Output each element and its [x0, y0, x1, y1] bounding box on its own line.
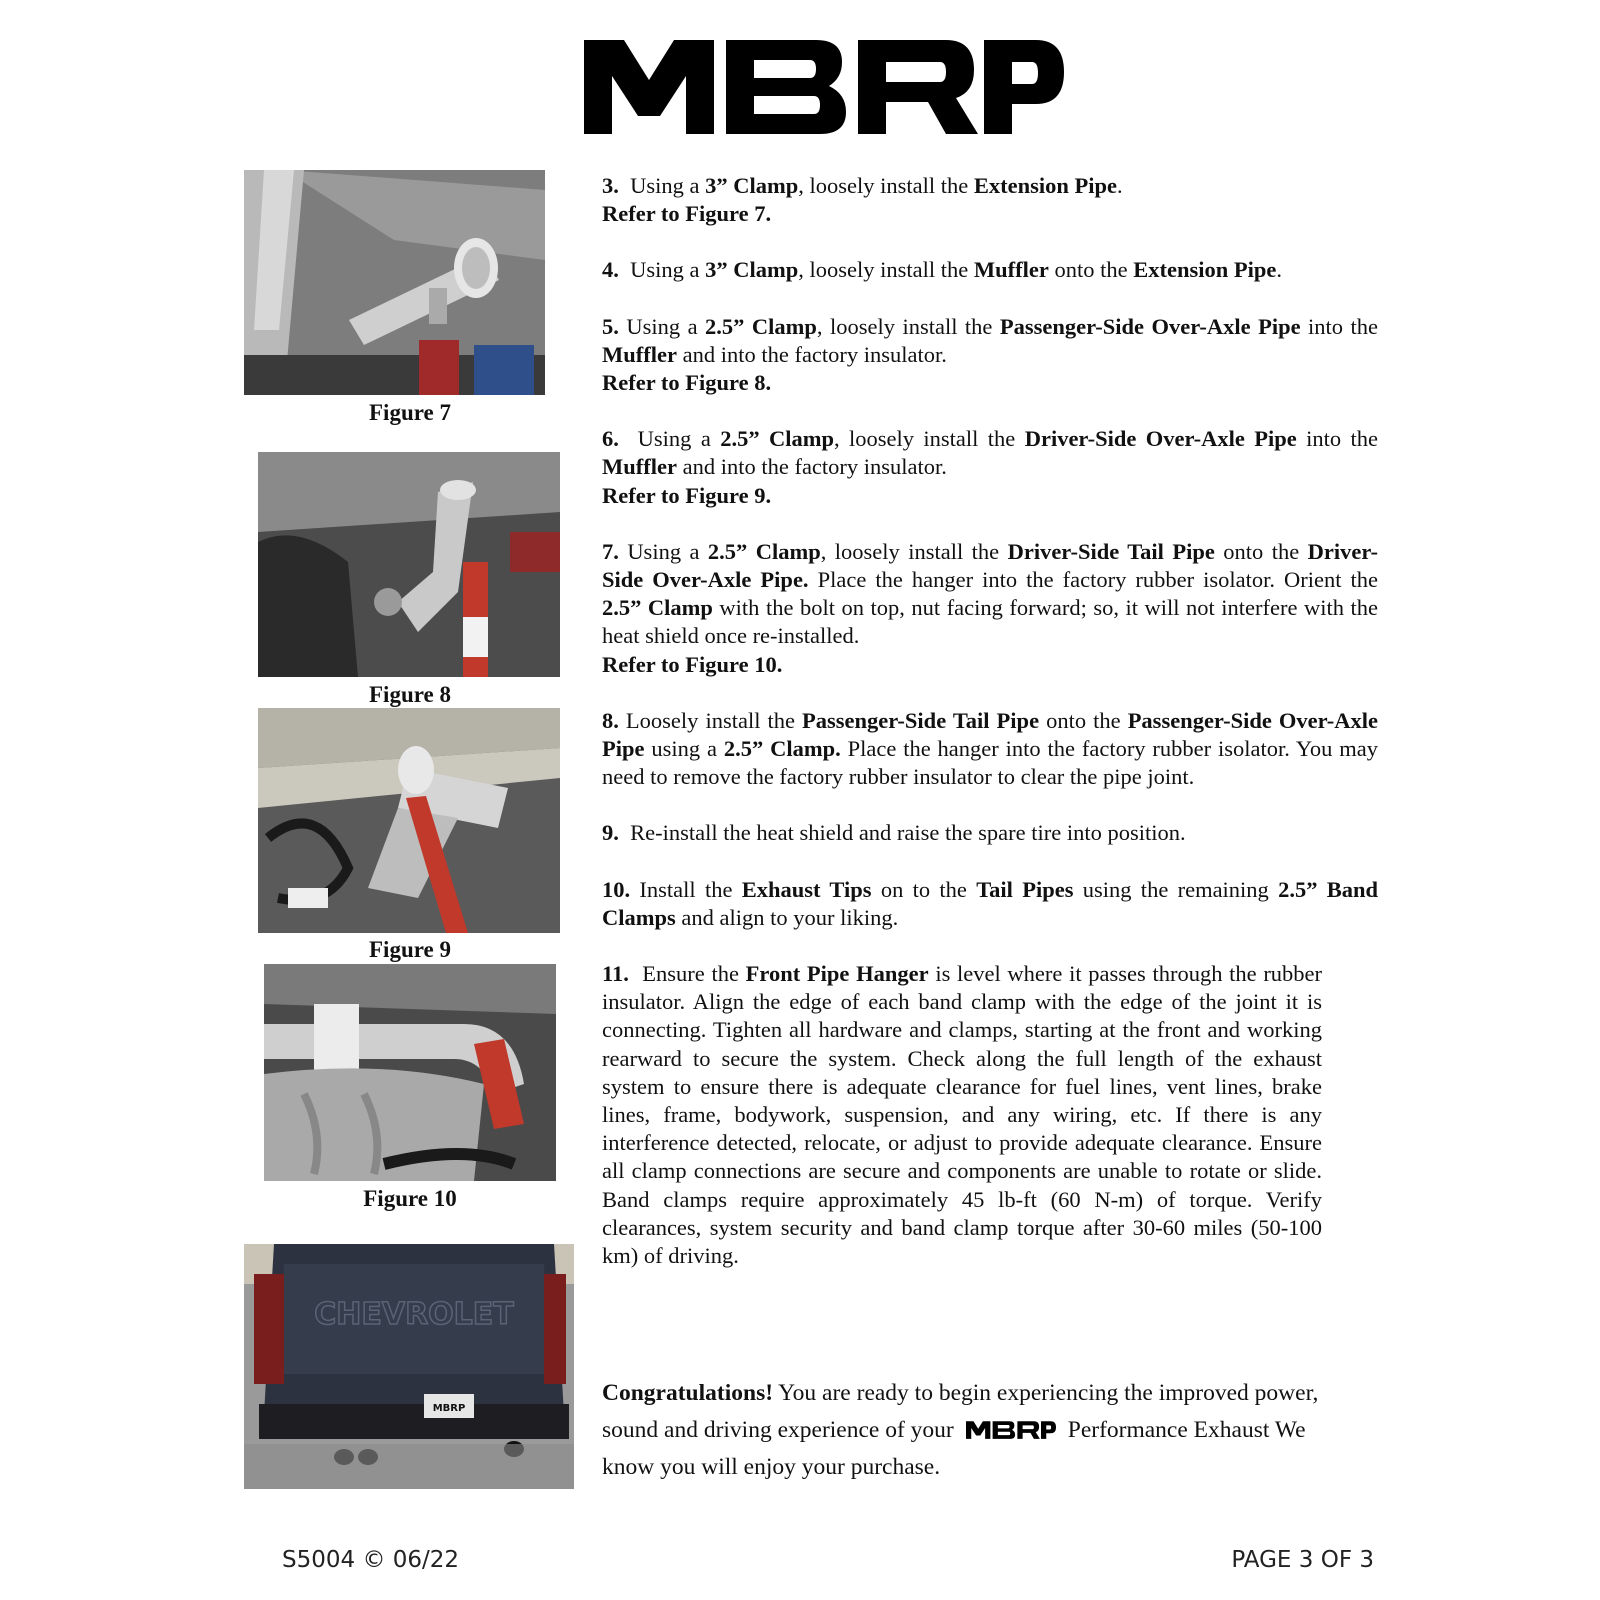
congratulations: Congratulations! You are ready to begin experiencing the improved power, sound and driving experience of your Performance Exhaust We know you will enjoy your purchase.: [602, 1380, 1319, 1480]
figure-8-photo: [258, 452, 560, 677]
figure-9-caption: Figure 9: [369, 937, 451, 962]
step-10: 10. Install the Exhaust Tips on to the Tail Pipes using the remaining 2.5” Band Clamps and align to your liking.: [602, 876, 1379, 930]
step-6-ref: Refer to Figure 9.: [602, 482, 772, 508]
footer-doc-id: S5004 © 06/22: [282, 1547, 460, 1573]
step-6: 6. Using a 2.5” Clamp, loosely install the Driver-Side Over-Axle Pipe into the Muffler and into the factory insulator. Refer to Figure 9.: [602, 426, 1379, 508]
figure-8-caption: Figure 8: [369, 682, 451, 707]
step-4: 4. Using a 3” Clamp, loosely install the Muffler onto the Extension Pipe.: [602, 257, 1282, 283]
truck-rear-photo: [244, 1244, 574, 1489]
figure-7-photo: [244, 170, 545, 395]
step-3: 3. Using a 3” Clamp, loosely install the Extension Pipe. Refer to Figure 7.: [602, 173, 1123, 227]
figure-9-photo: [258, 708, 560, 933]
figure-10-photo: [264, 964, 556, 1181]
step-11: 11. Ensure the Front Pipe Hanger is level where it passes through the rubber insulator. Align the edge of each band clamp with the edge of the joint it is connecting. Tighten all hardware and clamps, starting at the front and working rearward to secure the system. Check along the full length of the exhaust system to ensure there is adequate clearance for fuel lines, vent lines, brake lines, frame, bodywork, suspension, and any wiring, etc. If there is any interference detected, relocate, or adjust to provide adequate clearance. Ensure all clamp connections are secure and components are unable to rotate or slide. Band clamps require approximately 45 lb-ft (60 N-m) of torque. Verify clearances, system security and band clamp torque after 30-60 miles (50-100 km) of driving.: [602, 961, 1323, 1269]
mbrp-inline-logo: [966, 1420, 1056, 1440]
mbrp-logo: [584, 40, 1064, 134]
instructions: [602, 172, 1378, 1270]
footer-page-number: PAGE 3 OF 3: [1231, 1547, 1374, 1573]
step-5-ref: Refer to Figure 8.: [602, 370, 772, 396]
plate-text: MBRP: [432, 1403, 466, 1414]
step-7-ref: Refer to Figure 10.: [602, 651, 783, 677]
figure-7-caption: Figure 7: [369, 400, 451, 425]
step-3-ref: Refer to Figure 7.: [602, 201, 772, 227]
step-7: 7. Using a 2.5” Clamp, loosely install the Driver-Side Tail Pipe onto the Driver-Side Over-Axle Pipe. Place the hanger into the factory rubber isolator. Orient the 2.5” Clamp with the bolt on top, nut facing forward; so, it will not interfere with the heat shield once re-installed. Refer to Figure 10.: [602, 538, 1379, 677]
step-9: 9. Re-install the heat shield and raise the spare tire into position.: [602, 820, 1186, 846]
step-5: 5. Using a 2.5” Clamp, loosely install the Passenger-Side Over-Axle Pipe into the Muffler and into the factory insulator. Refer to Figure 8.: [602, 313, 1379, 396]
figure-10-caption: Figure 10: [363, 1186, 457, 1211]
tailgate-lettering: CHEVROLET: [314, 1297, 514, 1332]
step-8: 8. Loosely install the Passenger-Side Tail Pipe onto the Passenger-Side Over-Axle Pipe using a 2.5” Clamp. Place the hanger into the factory rubber isolator. You may need to remove the factory rubber insulator to clear the pipe joint.: [602, 707, 1379, 790]
